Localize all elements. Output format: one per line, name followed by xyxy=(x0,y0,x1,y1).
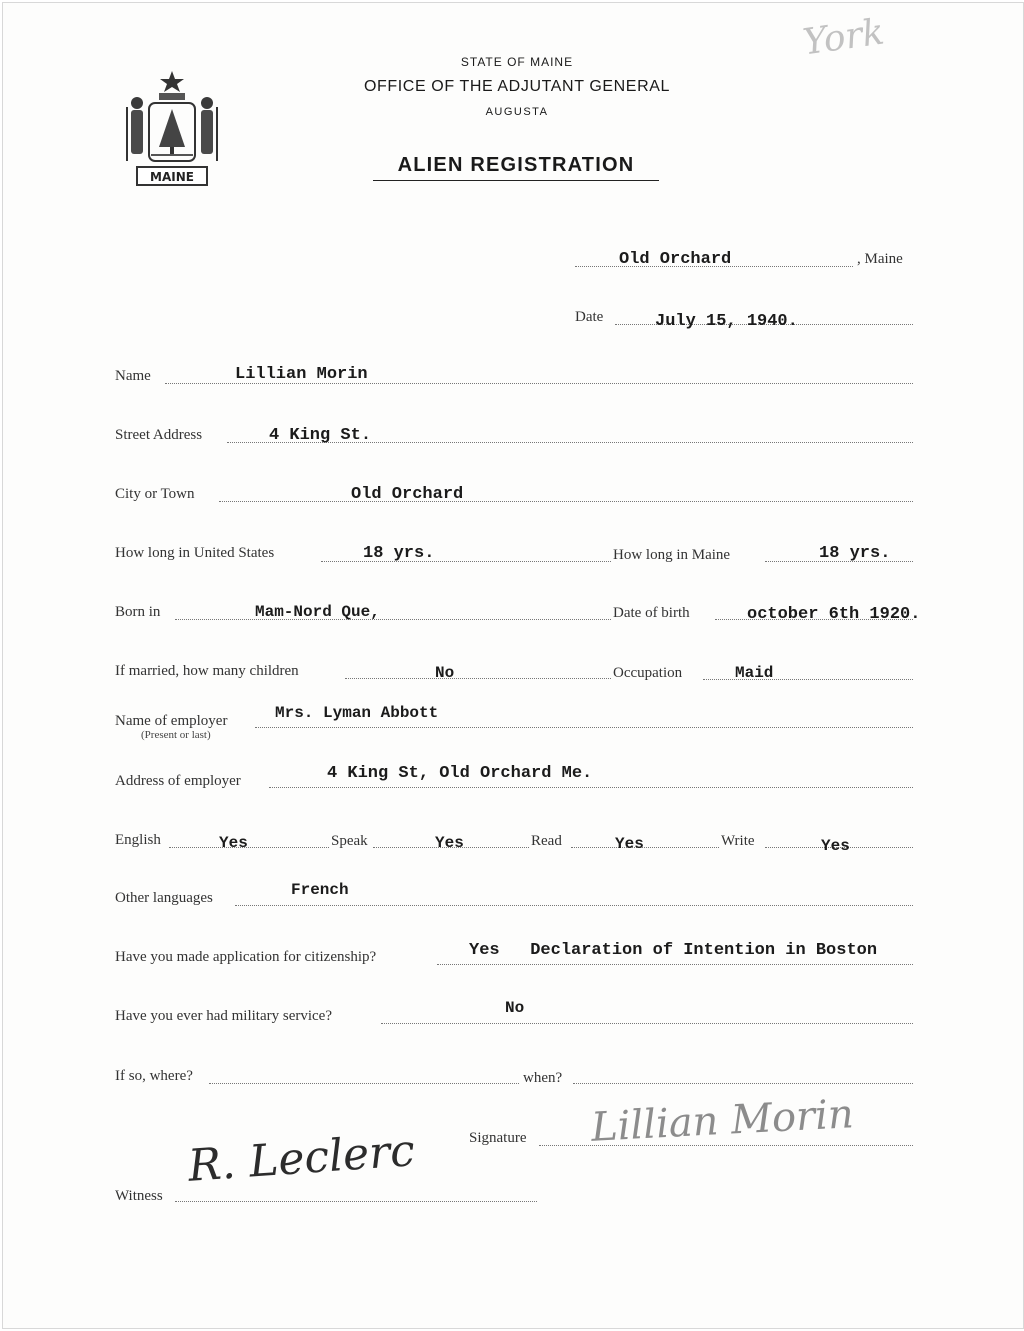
form-title: ALIEN REGISTRATION xyxy=(373,154,659,181)
signature-label: Signature xyxy=(469,1130,527,1146)
employer-address-label: Address of employer xyxy=(115,773,241,789)
children-value: No xyxy=(435,664,455,682)
read-value: Yes xyxy=(615,835,644,853)
when-dots xyxy=(573,1083,913,1084)
english-label: English xyxy=(115,832,161,848)
write-value: Yes xyxy=(821,837,850,855)
street-value: 4 King St. xyxy=(269,426,372,445)
citizenship-dots xyxy=(437,964,913,965)
where-label: If so, where? xyxy=(115,1068,193,1084)
citizenship-value: Yes Declaration of Intention in Boston xyxy=(469,941,878,960)
children-label: If married, how many children xyxy=(115,663,299,679)
city-dots xyxy=(219,501,913,502)
place-value: Old Orchard xyxy=(619,250,732,269)
date-label: Date xyxy=(575,309,604,325)
street-label: Street Address xyxy=(115,427,203,443)
born-value: Mam-Nord Que, xyxy=(255,603,380,621)
citizenship-label: Have you made application for citizenship? xyxy=(115,949,377,965)
seal-lettering: MAINE xyxy=(150,170,194,184)
witness-label: Witness xyxy=(115,1188,163,1204)
us-years-label: How long in United States xyxy=(115,545,275,561)
city-value: Old Orchard xyxy=(351,485,464,504)
employer-address-value: 4 King St, Old Orchard Me. xyxy=(327,764,593,783)
registration-form-page xyxy=(2,2,1024,1329)
witness-signature: R. Leclerc xyxy=(186,1125,417,1192)
occupation-value: Maid xyxy=(735,664,774,682)
when-label: when? xyxy=(523,1070,563,1086)
english-dots xyxy=(169,847,329,848)
date-value: July 15, 1940. xyxy=(655,312,798,331)
military-value: No xyxy=(505,999,525,1017)
children-dots xyxy=(345,678,611,679)
employer-address-dots xyxy=(269,787,913,788)
applicant-signature: Lillian Morin xyxy=(589,1091,855,1151)
read-dots xyxy=(571,847,719,848)
other-languages-label: Other languages xyxy=(115,890,213,906)
maine-years-value: 18 yrs. xyxy=(819,544,891,563)
born-label: Born in xyxy=(115,604,161,620)
name-value: Lillian Morin xyxy=(235,365,368,384)
military-label: Have you ever had military service? xyxy=(115,1008,332,1024)
born-dots xyxy=(175,619,611,620)
speak-label: Speak xyxy=(331,833,368,849)
city-label: City or Town xyxy=(115,486,195,502)
employer-dots xyxy=(255,727,913,728)
header-office: OFFICE OF THE ADJUTANT GENERAL xyxy=(363,78,671,95)
read-label: Read xyxy=(531,833,562,849)
write-label: Write xyxy=(721,833,755,849)
name-label: Name xyxy=(115,368,151,384)
witness-dots xyxy=(175,1201,537,1202)
maine-state-seal-icon xyxy=(119,67,225,191)
military-dots xyxy=(381,1023,913,1024)
corner-note: York xyxy=(800,11,887,64)
dob-value: october 6th 1920. xyxy=(747,605,921,624)
dob-label: Date of birth xyxy=(613,605,690,621)
header-city: AUGUSTA xyxy=(485,106,549,118)
speak-value: Yes xyxy=(435,834,464,852)
occupation-label: Occupation xyxy=(613,665,683,681)
other-languages-value: French xyxy=(291,881,349,899)
english-value: Yes xyxy=(219,834,248,852)
where-dots xyxy=(209,1083,519,1084)
employer-sublabel: (Present or last) xyxy=(141,729,211,741)
us-years-value: 18 yrs. xyxy=(363,544,435,563)
employer-label: Name of employer xyxy=(115,713,228,729)
employer-value: Mrs. Lyman Abbott xyxy=(275,704,439,722)
place-suffix: , Maine xyxy=(857,251,903,267)
header-state: STATE OF MAINE xyxy=(460,55,574,69)
other-languages-dots xyxy=(235,905,913,906)
maine-years-label: How long in Maine xyxy=(613,547,731,563)
